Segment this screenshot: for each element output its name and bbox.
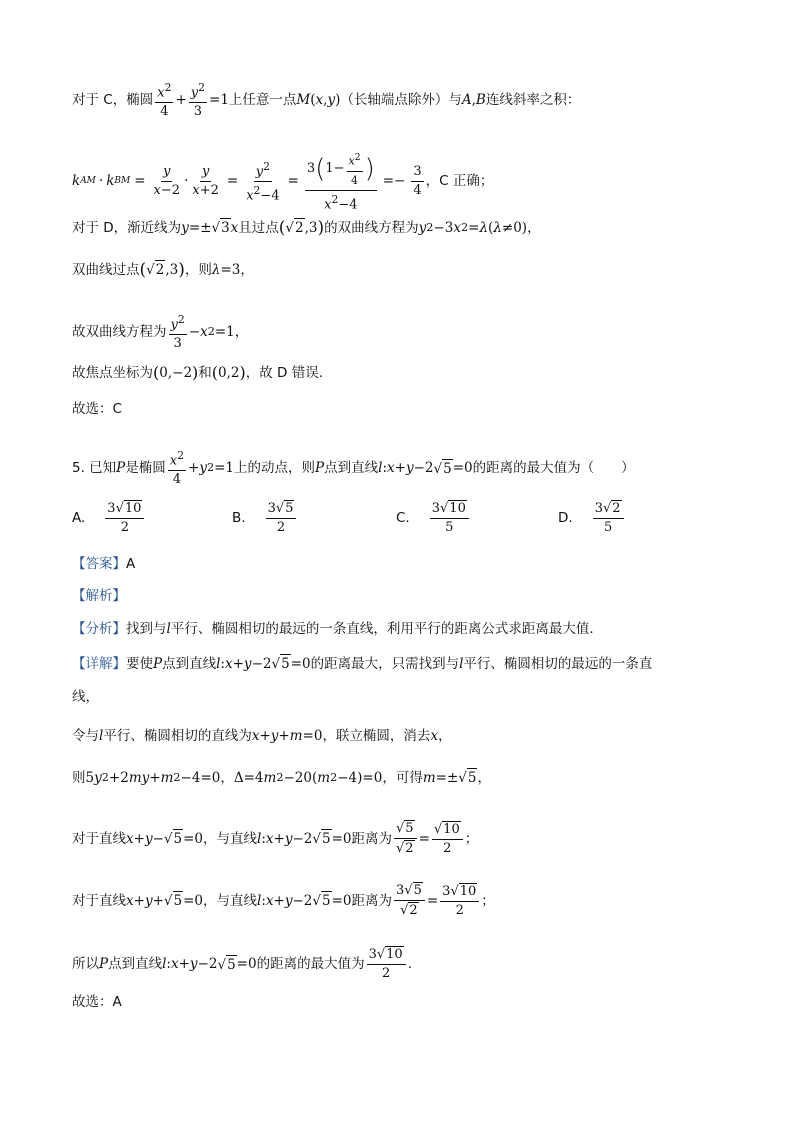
answer-line-c: 故选：C	[72, 401, 122, 417]
fenxi-line: 【分析】 找到与 l 平行、椭圆相切的最远的一条直线，利用平行的距离公式求距离最大值.	[72, 621, 594, 637]
solution-d-line4: 故焦点坐标为 ( 0,−2 ) 和 ( 0,2 ) ，故 D 错误.	[72, 363, 324, 382]
question-5-stem: 5. 已知 P 是椭圆 $\frac{x^2}{4}$ + y 2 =1 上的动点，则 P 点到直线 l : x + y −2 √ 5 =0 的距离的最大值为（ ）	[72, 448, 635, 488]
option-c[interactable]: C. $\frac{3√ 10}{5}$	[396, 500, 471, 536]
option-b[interactable]: B. $\frac{3√ 5}{2}$	[232, 500, 298, 536]
option-a[interactable]: A. $\frac{3√ 10}{2}$	[72, 500, 146, 536]
detail-line3: 令与 l 平行、椭圆相切的直线为 x + y + m =0 ，联立椭圆，消去 x ，	[72, 728, 452, 744]
solution-d-line2: 双曲线过点 ( √ 2,3 ) ，则 λ =3 ，	[72, 260, 254, 279]
detail-line6: 对于直线 x + y + √ 5 =0 ，与直线 l : x + y −2 √ 5 =0 距离为 3√ 5 √ 2 = $\frac{3√ 10}{2}$ ；	[72, 882, 495, 919]
solution-d-line1: 对于 D，渐近线为 y =± √ 3 x 且过点 ( √ 2,3 ) 的双曲线方程为 y 2 −3 x 2 = λ ( λ ≠0) ，	[72, 218, 541, 237]
answer-line-a: 故选：A	[72, 994, 122, 1010]
detail-line5: 对于直线 x + y − √ 5 =0 ，与直线 l : x + y −2 √ 5 =0 距离为 √ 5 √ 2 = √ $\frac{10}{2}$ ；	[72, 820, 478, 857]
option-d[interactable]: D. $\frac{3√ 2}{5}$	[558, 500, 626, 536]
slope-product-equation: k AM · k BM = $\frac{y}{x-2}$ · $\frac{y}{x+2}$ = $\frac{y^2}{x^2-4}$ = 3 ( 1− $\frac{x^2}{4}$ ) $x^2-4$ =− $\frac{3}{4}$ ，C 正确；	[72, 152, 494, 212]
detail-line2: 线，	[72, 689, 99, 705]
detail-line1: 【详解】 要使 P 点到直线 l : x + y −2 √ 5 =0 的距离最大，只需找到与 l 平行、椭圆相切的最远的一条直	[72, 654, 652, 673]
answer-line: 【答案】 A	[72, 556, 136, 572]
detail-line7: 所以 P 点到直线 l : x + y −2 √ 5 =0 的距离的最大值为 $\frac{3√ 10}{2}$ .	[72, 946, 412, 982]
detail-line4: 则 5 y 2 +2 my + m 2 −4=0 ， Δ=4 m 2 −20( m 2 −4)=0 ，可得 m =± √ 5 ，	[72, 768, 491, 787]
solution-d-line3: 故双曲线方程为 $\frac{y^2}{3}$ − x 2 =1 ，	[72, 313, 249, 352]
analysis-heading: 【解析】	[72, 588, 126, 604]
solution-c-intro: 对于 C，椭圆 $\frac{x^2}{4}$ + $\frac{y^2}{3}$ =1 上任意一点 M ( x , y ) （长轴端点除外）与 A , B 连线斜率之积：	[72, 81, 581, 120]
